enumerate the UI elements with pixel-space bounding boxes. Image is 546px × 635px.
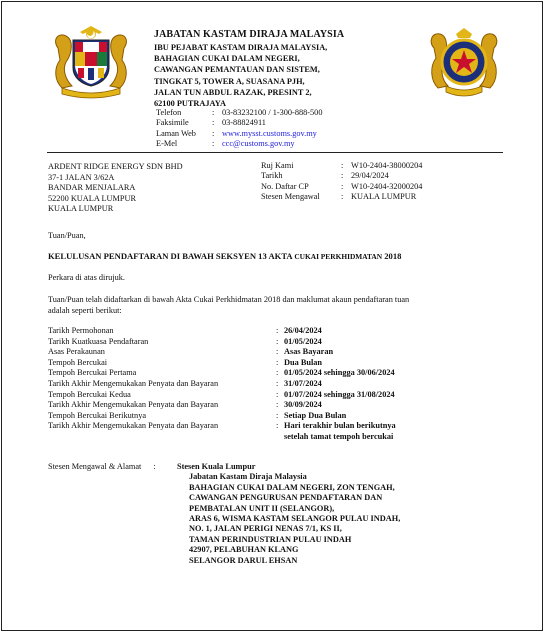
malaysia-coat-of-arms-icon [48, 24, 134, 100]
contact-row-email [156, 139, 322, 149]
contact-separator: : [212, 118, 215, 128]
reference-value: W10-2404-32000204 [351, 181, 423, 191]
station-address-line: ARAS 6, WISMA KASTAM SELANGOR PULAU INDAH, [189, 514, 401, 524]
station-label [48, 462, 156, 471]
station-address-line: Jabatan Kastam Diraja Malaysia [189, 472, 307, 482]
detail-row [48, 379, 396, 390]
detail-separator: : [276, 357, 279, 367]
reference-value: 29/04/2024 [351, 171, 389, 181]
detail-row [48, 358, 396, 369]
detail-separator: : [276, 400, 279, 410]
detail-value: 31/07/2024 [284, 378, 322, 388]
paragraph-registration [48, 294, 409, 316]
detail-label: Tarikh Akhir Mengemukakan Penyata dan Bayaran [48, 421, 219, 431]
recipient-line: 52200 KUALA LUMPUR [48, 193, 137, 203]
detail-row [48, 337, 396, 348]
detail-row [48, 347, 396, 358]
detail-row [48, 400, 396, 411]
station-address-line: CAWANGAN PENGURUSAN PENDAFTARAN DAN [189, 493, 383, 503]
reference-separator: : [341, 171, 344, 181]
contact-value: 03-88824911 [222, 118, 266, 128]
reference-separator: : [341, 161, 344, 170]
contact-label: Telefon [156, 108, 182, 117]
paragraph-line: adalah seperti berikut: [48, 306, 122, 315]
registration-details [48, 326, 396, 443]
detail-separator: : [276, 347, 279, 357]
detail-value: Dua Bulan [284, 357, 323, 367]
subject-line [48, 251, 401, 261]
station-address-line: TAMAN PERINDUSTRIAN PULAU INDAH [189, 534, 352, 544]
detail-value: 26/04/2024 [284, 326, 322, 335]
reference-row [261, 192, 422, 202]
detail-value [284, 421, 396, 442]
detail-separator: : [276, 336, 279, 346]
reference-row [261, 171, 422, 181]
address-line: IBU PEJABAT KASTAM DIRAJA MALAYSIA, [154, 43, 328, 52]
detail-value: Asas Bayaran [284, 347, 334, 357]
contact-row-fax [156, 118, 322, 128]
reference-row [261, 182, 422, 192]
subject-year: 2018 [382, 251, 402, 261]
station-separator: : [153, 462, 156, 471]
address-line: BAHAGIAN CUKAI DALAM NEGERI, [154, 54, 300, 64]
detail-row [48, 368, 396, 379]
email-link[interactable]: ccc@customs.gov.my [222, 139, 295, 149]
detail-label: Tarikh Permohonan [48, 326, 114, 335]
station-address-line: PEMBATALAN UNIT II (SELANGOR), [189, 503, 335, 513]
station-address-line: SELANGOR DARUL EHSAN [189, 555, 298, 565]
detail-row [48, 421, 396, 442]
station-address-line: BAHAGIAN CUKAI DALAM NEGERI, ZON TENGAH, [189, 482, 395, 492]
detail-row [48, 390, 396, 401]
recipient-line: BANDAR MENJALARA [48, 183, 136, 192]
detail-value: 01/05/2024 sehingga 30/06/2024 [284, 368, 395, 378]
address-line: CAWANGAN PEMANTAUAN DAN SISTEM, [154, 65, 320, 75]
detail-label: Tempoh Bercukai [48, 357, 108, 367]
reference-label: No. Daftar CP [261, 181, 309, 191]
detail-value-line: setelah tamat tempoh bercukai [284, 431, 394, 441]
detail-label: Tempoh Bercukai Berikutnya [48, 410, 147, 420]
detail-label: Tempoh Bercukai Pertama [48, 368, 137, 378]
detail-label: Tarikh Kuatkuasa Pendaftaran [48, 336, 149, 346]
recipient-line: KUALA LUMPUR [48, 204, 114, 213]
detail-value: 30/09/2024 [284, 400, 322, 410]
reference-label: Ruj Kami [261, 161, 294, 170]
detail-separator: : [276, 378, 279, 388]
detail-separator: : [276, 389, 279, 399]
detail-row [48, 411, 396, 422]
station-address-line: NO. 1, JALAN PERIGI NENAS 7/1, KS II, [189, 524, 342, 534]
detail-label: Asas Perakaunan [48, 347, 105, 357]
recipient-address [48, 162, 183, 215]
department-title: JABATAN KASTAM DIRAJA MALAYSIA [154, 29, 345, 40]
contact-label: Faksimile [156, 118, 189, 128]
station-label-text: Stesen Mengawal & Alamat [48, 462, 142, 471]
station-name: Stesen Kuala Lumpur [177, 462, 256, 471]
contact-block [156, 108, 322, 150]
detail-label: Tarikh Akhir Mengemukakan Penyata dan Bayaran [48, 378, 219, 388]
reference-label: Stesen Mengawal [261, 191, 320, 201]
recipient-line: 37-1 JALAN 3/62A [48, 172, 115, 182]
detail-separator: : [276, 410, 279, 420]
address-line: JALAN TUN ABDUL RAZAK, PRESINT 2, [154, 87, 312, 97]
detail-row [48, 326, 396, 337]
contact-row-website [156, 129, 322, 139]
address-line: TINGKAT 5, TOWER A, SUASANA PJH, [154, 76, 305, 86]
reference-value: KUALA LUMPUR [351, 191, 417, 201]
letter-page [1, 1, 543, 631]
reference-separator: : [341, 191, 344, 201]
header-divider [47, 152, 503, 153]
contact-value: 03-83232100 / 1-300-888-500 [222, 108, 323, 117]
customs-crest-icon [426, 26, 502, 102]
detail-value: 01/05/2024 [284, 336, 322, 346]
contact-label: E-Mel [156, 139, 178, 149]
detail-separator: : [276, 368, 279, 378]
detail-value: Setiap Dua Bulan [284, 410, 347, 420]
contact-separator: : [212, 108, 215, 117]
detail-value: 01/07/2024 sehingga 31/08/2024 [284, 389, 395, 399]
reference-label: Tarikh [261, 171, 283, 181]
contact-separator: : [212, 139, 215, 149]
contact-row-phone [156, 108, 322, 118]
paragraph-intro: Perkara di atas dirujuk. [48, 273, 125, 282]
reference-row [261, 161, 422, 171]
detail-value-line: Hari terakhir bulan berikutnya [284, 421, 396, 431]
station-address-line: 42907, PELABUHAN KLANG [189, 545, 299, 555]
recipient-line: ARDENT RIDGE ENERGY SDN BHD [48, 162, 183, 171]
detail-separator: : [276, 326, 279, 335]
reference-block [261, 161, 422, 202]
website-link[interactable]: www.mysst.customs.gov.my [222, 128, 317, 138]
address-line: 62100 PUTRAJAYA [154, 99, 226, 109]
reference-value: W10-2404-38000204 [351, 161, 423, 170]
contact-label: Laman Web [156, 128, 196, 138]
detail-separator: : [276, 421, 279, 431]
header-address [154, 42, 327, 109]
detail-label: Tempoh Bercukai Kedua [48, 389, 131, 399]
salutation: Tuan/Puan, [48, 231, 86, 240]
contact-separator: : [212, 128, 215, 138]
subject-main: KELULUSAN PENDAFTARAN DI BAWAH SEKSYEN 13 AKTA [48, 251, 295, 261]
reference-separator: : [341, 181, 344, 191]
paragraph-line: Tuan/Puan telah didaftarkan di bawah Akta Cukai Perkhidmatan 2018 dan maklumat akaun pendaftaran tuan [48, 295, 410, 304]
detail-label: Tarikh Akhir Mengemukakan Penyata dan Bayaran [48, 400, 219, 410]
station-address [177, 462, 400, 566]
subject-small-caps: CUKAI PERKHIDMATAN [294, 252, 383, 261]
